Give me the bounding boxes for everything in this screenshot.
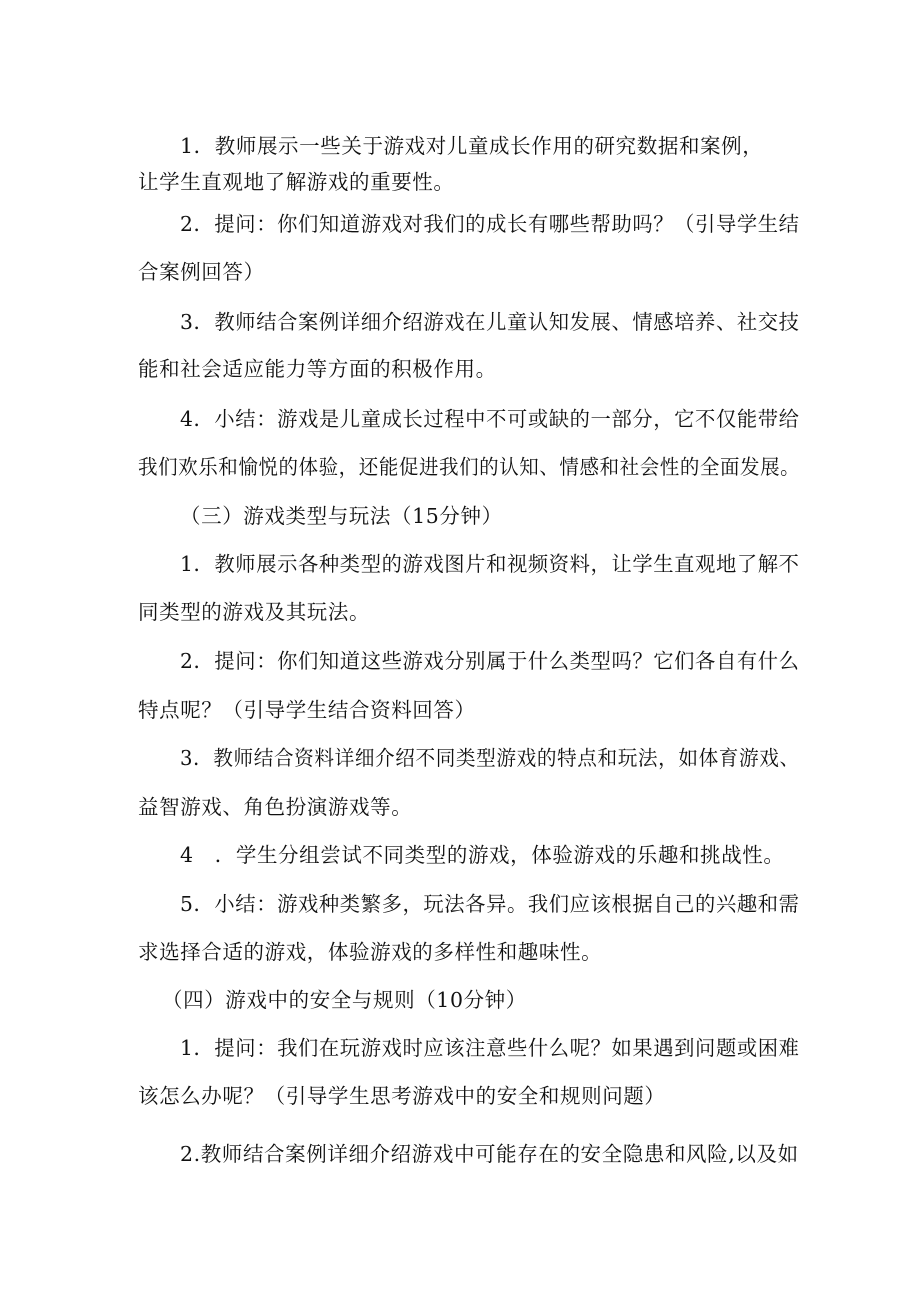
paragraph-line: 1．提问：我们在玩游戏时应该注意些什么呢？如果遇到问题或困难 xyxy=(180,1036,800,1060)
paragraph-line: 合案例回答） xyxy=(138,260,265,284)
paragraph-line: 同类型的游戏及其玩法。 xyxy=(138,600,371,624)
paragraph-line: 2.教师结合案例详细介绍游戏中可能存在的安全隐患和风险,以及如 xyxy=(180,1142,799,1166)
paragraph-line: 能和社会适应能力等方面的积极作用。 xyxy=(138,357,497,381)
paragraph-line: 4．小结：游戏是儿童成长过程中不可或缺的一部分，它不仅能带给 xyxy=(180,407,800,431)
paragraph-line: 1．教师展示各种类型的游戏图片和视频资料，让学生直观地了解不 xyxy=(180,552,800,576)
paragraph-line: 益智游戏、角色扮演游戏等。 xyxy=(138,795,413,819)
paragraph-line: 让学生直观地了解游戏的重要性。 xyxy=(138,170,455,194)
paragraph-line: 2．提问：你们知道这些游戏分别属于什么类型吗？它们各自有什么 xyxy=(180,649,800,673)
paragraph-line: 求选择合适的游戏，体验游戏的多样性和趣味性。 xyxy=(138,940,603,964)
paragraph-line: 该怎么办呢？（引导学生思考游戏中的安全和规则问题） xyxy=(138,1084,666,1108)
paragraph-line: 5．小结：游戏种类繁多，玩法各异。我们应该根据自己的兴趣和需 xyxy=(180,892,800,916)
section-heading: （三）游戏类型与玩法（15分钟） xyxy=(180,504,503,528)
section-heading: （四）游戏中的安全与规则（10分钟） xyxy=(162,988,527,1012)
paragraph-line: 1．教师展示一些关于游戏对儿童成长作用的研究数据和案例， xyxy=(180,134,764,158)
paragraph-line: 3．教师结合资料详细介绍不同类型游戏的特点和玩法，如体育游戏、 xyxy=(180,746,800,770)
paragraph-line: 3．教师结合案例详细介绍游戏在儿童认知发展、情感培养、社交技 xyxy=(180,310,800,334)
paragraph-line: 我们欢乐和愉悦的体验，还能促进我们的认知、情感和社会性的全面发展。 xyxy=(138,455,801,479)
paragraph-line: 特点呢？（引导学生结合资料回答） xyxy=(138,698,476,722)
paragraph-line: 4 ．学生分组尝试不同类型的游戏，体验游戏的乐趣和挑战性。 xyxy=(180,843,785,867)
paragraph-line: 2．提问：你们知道游戏对我们的成长有哪些帮助吗？（引导学生结 xyxy=(180,212,800,236)
